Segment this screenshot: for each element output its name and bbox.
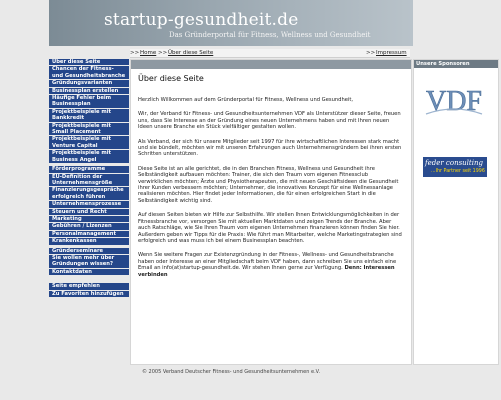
paragraph: Wir, der Verband für Fitness- und Gesundheitsunternehmen VDF als Unterstützer dieser Seite, freuen uns, dass Sie Interesse an der Gründung eines neuen Unternehmens haben und mit Ihren neuen Ideen unsere Branche ein Stück vielfältiger gestalten wollen. (138, 111, 401, 131)
sidebar-item[interactable]: Projektbeispiele mit Bankkredit (49, 109, 129, 122)
content-body (138, 97, 403, 286)
sidebar (49, 59, 129, 298)
main-topbar (131, 60, 411, 69)
sidebar-item[interactable]: Krankenkassen (49, 238, 129, 244)
sidebar-item[interactable]: Marketing (49, 216, 129, 222)
paragraph: Wenn Sie weitere Fragen zur Existenzgründung in der Fitness-, Wellness- und Gesundheitsbranche haben oder Interesse an einer Mitgliedschaft beim VDF haben, dann schreiben Sie uns einfach eine Email an info(at)startup-gesundheit.de. Wir stehen Ihnen gerne zur Verfügung. (138, 252, 397, 272)
sidebar-item[interactable]: Steuern und Recht (49, 209, 129, 215)
impressum-link[interactable]: Impressum (376, 50, 407, 56)
breadcrumb-arrow: >> (130, 50, 140, 56)
sidebar-item[interactable]: Businessplan erstellen (49, 88, 129, 94)
sidebar-item[interactable]: Gründungsvarianten (49, 80, 129, 86)
recommend-page-link[interactable]: Seite empfehlen (49, 283, 129, 289)
sponsors-title: Unsere Sponsoren (414, 60, 498, 68)
sidebar-item[interactable]: Gründerseminare (49, 248, 129, 254)
breadcrumb-arrow: >> (366, 50, 376, 56)
sidebar-item[interactable]: Finanzierungsgespräche erfolgreich führen (49, 187, 129, 200)
feder-consulting-logo[interactable] (423, 157, 487, 177)
paragraph: Diese Seite ist an alle gerichtet, die in den Branchen Fitness, Wellness und Gesundheit ihre Selbständigkeit aufbauen möchten: Trainer, die sich den Traum vom eigenen Fitnessclub verwirklichen möchten; Ärzte und Physiotherapeuten, die mit neuen Geschäftsideen die Gesundheit ihrer Kunden verbessern möchten; Unternehmer, die innovatives Konzept für eine Wellnessanlage realisieren möchten. Hier findet jeder Informationen, die für einen erfolgreichen Start in die Selbständigkeit wichtig sind. (138, 165, 399, 204)
sidebar-item[interactable]: Über diese Seite (49, 59, 129, 65)
sidebar-item[interactable]: Sie wollen mehr über Gründungen wissen? (49, 255, 129, 268)
footer-copyright: © 2005 Verband Deutscher Fitness- und Gesundheitsunternehmen e.V. (141, 369, 321, 375)
breadcrumb (130, 49, 410, 58)
sidebar-item[interactable]: Gebühren / Lizenzen (49, 223, 129, 229)
sidebar-item[interactable]: Projektbeispiele mit Venture Capital (49, 136, 129, 149)
vdf-logo-text: VDF (425, 86, 483, 117)
sidebar-item[interactable]: Häufige Fehler beim Businessplan (49, 95, 129, 108)
vdf-logo[interactable] (422, 80, 486, 120)
paragraph: Auf diesen Seiten bieten wir Hilfe zur Selbsthilfe. Wir stellen Ihnen Entwicklungsmöglichkeiten in der Fitnessbranche vor, versorgen Sie mit aktuellen Marktdaten und zeigen Trends der Branche. Aber auch Ratschläge, wie Sie Ihren Traum vom eigenen Unternehmen finanzieren können finden Sie hier. Außerdem geben wir Tipps für die Praxis: Wie führt man Mitarbeiter, welche Marketingstrategien sind erfolgreich und was muss ich bei einem Businessplan beachten. (138, 212, 402, 244)
breadcrumb-current-link[interactable]: Über diese Seite (168, 50, 214, 56)
breadcrumb-arrow: >> (158, 50, 168, 56)
sidebar-item[interactable]: Projektbeispiele mit Small Placement (49, 123, 129, 136)
sidebar-item[interactable]: Projektbeispiele mit Business Angel (49, 150, 129, 163)
sidebar-item[interactable]: Förderprogramme (49, 166, 129, 172)
sponsors-panel (413, 59, 499, 365)
main-content (130, 59, 412, 365)
add-favorites-link[interactable]: Zu Favoriten hinzufügen (49, 291, 129, 297)
sidebar-nav (49, 59, 129, 297)
feder-logo-title: feder consulting (425, 159, 483, 167)
sidebar-item[interactable]: Personalmanagement (49, 231, 129, 237)
paragraph: Als Verband, der sich für unsere Mitglieder seit 1997 für ihre wirtschaftlichen Interessen stark macht und sie bündelt, möchten wir mit unseren Erfahrungen auch Unternehmensgründern bei ihren ersten Schritten unterstützen. (138, 138, 402, 158)
sidebar-item[interactable]: EU-Definition der Unternehmensgröße (49, 174, 129, 187)
sidebar-item[interactable]: Chancen der Fitness- und Gesundheitsbranche (49, 66, 129, 79)
paragraph-closing (138, 252, 403, 278)
breadcrumb-home-link[interactable]: Home (140, 50, 157, 56)
site-logo[interactable]: startup-gesundheit.de (104, 10, 299, 30)
closing-slogan: Denn: Interessen verbinden (138, 265, 395, 278)
page-title: Über diese Seite (138, 74, 204, 83)
feder-logo-sub: ...Ihr Partner seit 1996 (431, 169, 485, 174)
sidebar-item[interactable]: Unternehmensprozesse (49, 201, 129, 207)
paragraph: Herzlich Willkommen auf dem Gründerportal für Fitness, Wellness und Gesundheit, (138, 97, 354, 103)
site-tagline: Das Gründerportal für Fitness, Wellness und Gesundheit (169, 31, 371, 39)
sidebar-item[interactable]: Kontaktdaten (49, 269, 129, 275)
site-header (49, 0, 413, 46)
